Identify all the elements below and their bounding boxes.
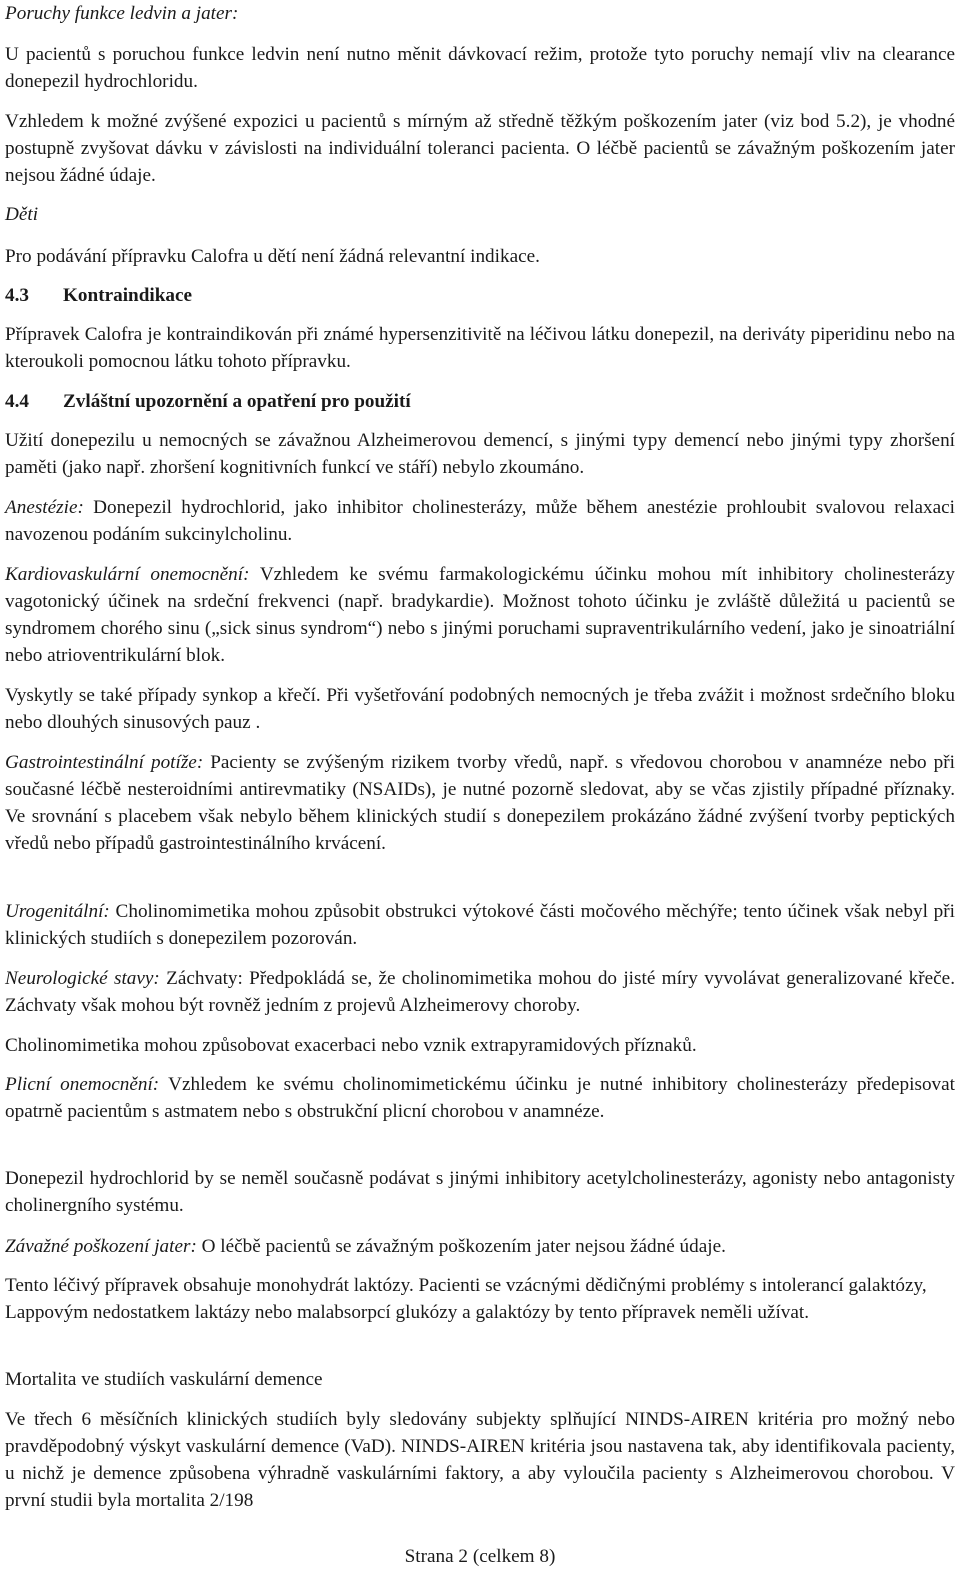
paragraph-neuro xyxy=(5,965,955,1019)
text-gi: Pacienty se zvýšeným rizikem tvorby vředů, např. s vředovou chorobou v anamnéze nebo při současné léčbě nesteroidními antirevmatiky (NSAIDs), je nutné pozorně sledovat, aby se včas zjistily případné příznaky. Ve srovnání s placebem však nebylo během klinických studií s donepezilem prokázáno žádné zvýšení tvorby peptických vředů nebo případů gastrointestinálního krvácení. xyxy=(5,752,955,854)
paragraph-coadministration: Donepezil hydrochlorid by se neměl současně podávat s jinými inhibitory acetylcholinesterázy, agonisty nebo antagonisty cholinergního systému. xyxy=(5,1168,955,1216)
heading-4-4 xyxy=(5,388,411,415)
label-cardio: Kardiovaskulární onemocnění: xyxy=(5,564,250,585)
label-uro: Urogenitální: xyxy=(5,901,110,922)
paragraph-uro xyxy=(5,898,955,952)
label-gi: Gastrointestinální potíže: xyxy=(5,752,204,773)
heading-4-3-number: 4.3 xyxy=(5,285,29,306)
label-liver: Závažné poškození jater: xyxy=(5,1236,197,1257)
paragraph-hepatic: Vzhledem k možné zvýšené expozici u pacientů s mírným až středně těžkým poškozením jater (viz bod 5.2), je vhodné postupně zvyšovat dávku v závislosti na individuální toleranci pacienta. O léčbě pacientů se závažným poškozením jater nejsou žádné údaje. xyxy=(5,111,955,186)
paragraph-syncope: Vyskytly se také případy synkop a křečí. Při vyšetřování podobných nemocných je třeba zvážit i možnost srdečního bloku nebo dlouhých sinusových pauz . xyxy=(5,685,955,733)
paragraph-pulmonary xyxy=(5,1071,955,1125)
section-title-renal-hepatic: Poruchy funkce ledvin a jater: xyxy=(5,3,239,24)
paragraph-extrapyramidal: Cholinomimetika mohou způsobovat exacerbaci nebo vznik extrapyramidových příznaků. xyxy=(5,1035,697,1056)
paragraph-cardio xyxy=(5,561,955,669)
text-pulmonary: Vzhledem ke svému cholinomimetickému účinku je nutné inhibitory cholinesterázy předepisovat opatrně pacientům s astmatem nebo s obstrukční plicní chorobou v anamnéze. xyxy=(5,1074,955,1122)
section-title-children: Děti xyxy=(5,204,39,225)
heading-4-3-title: Kontraindikace xyxy=(63,285,192,306)
paragraph-liver xyxy=(5,1233,955,1260)
paragraph-gi xyxy=(5,749,955,857)
heading-mortality: Mortalita ve studiích vaskulární demence xyxy=(5,1369,323,1390)
text-cardio: Vzhledem ke svému farmakologickému účinku mohou mít inhibitory cholinesterázy vagotonický účinek na srdeční frekvenci (např. bradykardie). Možnost tohoto účinku je zvláště důležitá u pacientů se syndromem chorého sinu („sick sinus syndrom“) nebo s jinými poruchami supraventrikulárního vedení, jako je sinoatriální nebo atrioventrikulární blok. xyxy=(5,564,955,666)
heading-4-4-number: 4.4 xyxy=(5,391,29,412)
label-neuro: Neurologické stavy: xyxy=(5,968,160,989)
paragraph-anesthesia xyxy=(5,494,955,548)
label-pulmonary: Plicní onemocnění: xyxy=(5,1074,160,1095)
text-liver: O léčbě pacientů se závažným poškozením jater nejsou žádné údaje. xyxy=(196,1236,726,1257)
paragraph-contraindications: Přípravek Calofra je kontraindikován při známé hypersenzitivitě na léčivou látku donepezil, na deriváty piperidinu nebo na kteroukoli pomocnou látku tohoto přípravku. xyxy=(5,324,955,372)
text-uro: Cholinomimetika mohou způsobit obstrukci výtokové části močového měchýře; tento účinek však nebyl při klinických studiích s donepezilem pozorován. xyxy=(5,901,955,949)
paragraph-intro: Užití donepezilu u nemocných se závažnou Alzheimerovou demencí, s jinými typy demencí nebo jinými typy zhoršení paměti (jako např. zhoršení kognitivních funkcí ve stáří) nebylo zkoumáno. xyxy=(5,430,955,478)
heading-4-3 xyxy=(5,282,192,309)
text-neuro: Záchvaty: Předpokládá se, že cholinomimetika mohou do jisté míry vyvolávat generalizované křeče. Záchvaty však mohou být rovněž jedním z projevů Alzheimerovy choroby. xyxy=(5,968,955,1016)
paragraph-renal: U pacientů s poruchou funkce ledvin není nutno měnit dávkovací režim, protože tyto poruchy nemají vliv na clearance donepezil hydrochloridu. xyxy=(5,44,955,92)
paragraph-mortality: Ve třech 6 měsíčních klinických studiích byly sledovány subjekty splňující NINDS-AIREN kritéria pro možný nebo pravděpodobný výskyt vaskulární demence (VaD). NINDS-AIREN kritéria jsou nastavena tak, aby identifikovala pacienty, u nichž je demence způsobena výhradně vaskulárními faktory, a aby vyloučila pacienty s Alzheimerovou chorobou. V první studii byla mortalita 2/198 xyxy=(5,1409,955,1511)
label-anesthesia: Anestézie: xyxy=(5,497,84,518)
heading-4-4-title: Zvláštní upozornění a opatření pro použití xyxy=(63,391,411,412)
text-anesthesia: Donepezil hydrochlorid, jako inhibitor cholinesterázy, může během anestézie prohloubit svalovou relaxaci navozenou podáním sukcinylcholinu. xyxy=(5,497,955,545)
page-footer: Strana 2 (celkem 8) xyxy=(404,1546,556,1567)
paragraph-lactose: Tento léčivý přípravek obsahuje monohydrát laktózy. Pacienti se vzácnými dědičnými problémy s intolerancí galaktózy, Lappovým nedostatkem laktázy nebo malabsorpcí glukózy a galaktózy by tento přípravek neměli užívat. xyxy=(5,1275,927,1323)
paragraph-children: Pro podávání přípravku Calofra u dětí není žádná relevantní indikace. xyxy=(5,246,540,267)
